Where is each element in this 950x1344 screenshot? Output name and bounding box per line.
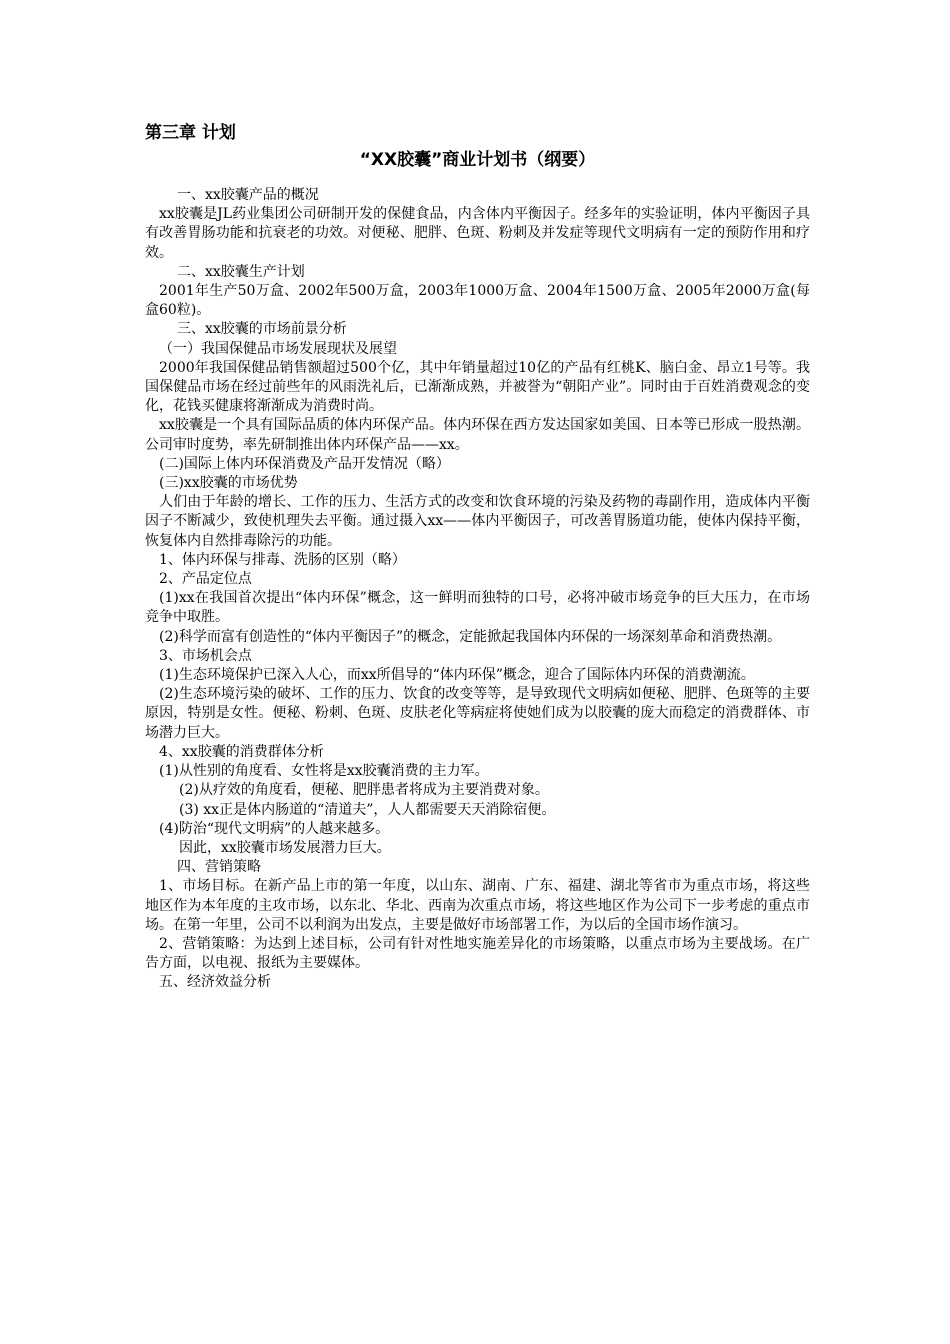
list-item: (2)生态环境污染的破坏、工作的压力、饮食的改变等等，是导致现代文明病如便秘、肥胖、色斑等的主要原因，特别是女性。便秘、粉刺、色斑、皮肤老化等病症将使她们成为以胶囊的庞大而稳定的消费群体、市场潜力巨大。: [145, 686, 810, 741]
list-item: 3、市场机会点: [159, 647, 252, 664]
list-item: 1、体内环保与排毒、洗肠的区别（略）: [159, 551, 406, 568]
section-heading: 二、xx胶囊生产计划: [177, 263, 305, 280]
list-item: (1)生态环境保护已深入人心，而xx所倡导的“体内环保”概念，迎合了国际体内环保的消费潮流。: [159, 667, 755, 684]
chapter-heading: 第三章 计划: [145, 123, 236, 143]
section-heading: 四、营销策略: [177, 859, 261, 876]
body-paragraph: 2、营销策略：为达到上述目标，公司有针对性地实施差异化的市场策略，以重点市场为主要战场。在广告方面，以电视、报纸为主要媒体。: [145, 935, 810, 972]
subsection-heading: （一）我国保健品市场发展现状及展望: [159, 340, 397, 357]
list-item: (1)xx在我国首次提出“体内环保”概念，这一鲜明而独特的口号，必将冲破市场竞争的巨大压力，在市场竞争中取胜。: [145, 590, 810, 626]
subsection-heading: (二)国际上体内环保消费及产品开发情况（略）: [159, 455, 450, 472]
document-title: “XX胶囊”商业计划书（纲要）: [359, 150, 596, 170]
body-paragraph: 因此，xx胶囊市场发展潜力巨大。: [179, 839, 391, 856]
body-paragraph: xx胶囊是JL药业集团公司研制开发的保健食品，内含体内平衡因子。经多年的实验证明，体内平衡因子具有改善胃肠功能和抗衰老的功效。对便秘、肥胖、色斑、粉刺及并发症等现代文明病有一定的预防作用和疗效。: [145, 206, 810, 261]
list-item: (3) xx正是体内肠道的“清道夫”，人人都需要天天消除宿便。: [179, 801, 556, 818]
subsection-heading: (三)xx胶囊的市场优势: [159, 475, 298, 492]
document-page: [145, 120, 810, 993]
list-item: 4、xx胶囊的消费群体分析: [159, 743, 324, 760]
list-item: (2)从疗效的角度看，便秘、肥胖患者将成为主要消费对象。: [179, 782, 549, 799]
body-paragraph: 2001年生产50万盒、2002年500万盒，2003年1000万盒、2004年1500万盒、2005年2000万盒(每盒60粒)。: [145, 283, 810, 319]
list-item: 2、产品定位点: [159, 571, 252, 588]
list-item: (2)科学而富有创造性的“体内平衡因子”的概念，定能掀起我国体内环保的一场深刻革命和消费热潮。: [159, 628, 782, 645]
section-heading: 五、经济效益分析: [159, 974, 271, 991]
body-paragraph: 2000年我国保健品销售额超过500个亿，其中年销量超过10亿的产品有红桃K、脑白金、昂立1号等。我国保健品市场在经过前些年的风雨洗礼后，已渐渐成熟，并被誉为“朝阳产业”。同时由于百姓消费观念的变化，花钱买健康将渐渐成为消费时尚。: [145, 359, 810, 415]
list-item: (1)从性别的角度看、女性将是xx胶囊消费的主力军。: [159, 763, 489, 780]
section-heading: 一、xx胶囊产品的概况: [177, 187, 319, 203]
body-paragraph: 人们由于年龄的增长、工作的压力、生活方式的改变和饮食环境的污染及药物的毒副作用，造成体内平衡因子不断减少，致使机理失去平衡。通过摄入xx——体内平衡因子，可改善胃肠道功能，使体内保持平衡，恢复体内自然排毒除污的功能。: [145, 494, 810, 549]
body-paragraph: xx胶囊是一个具有国际品质的体内环保产品。体内环保在西方发达国家如美国、日本等已形成一股热潮。公司审时度势，率先研制推出体内环保产品——xx。: [145, 417, 810, 453]
body-paragraph: 1、市场目标。在新产品上市的第一年度，以山东、湖南、广东、福建、湖北等省市为重点市场，将这些地区作为本年度的主攻市场，以东北、华北、西南为次重点市场，将这些地区作为公司下一步考虑的重点市场。在第一年里，公司不以利润为出发点，主要是做好市场部署工作，为以后的全国市场作演习。: [145, 878, 810, 933]
list-item: (4)防治“现代文明病”的人越来越多。: [159, 820, 390, 837]
section-heading: 三、xx胶囊的市场前景分析: [177, 321, 347, 338]
